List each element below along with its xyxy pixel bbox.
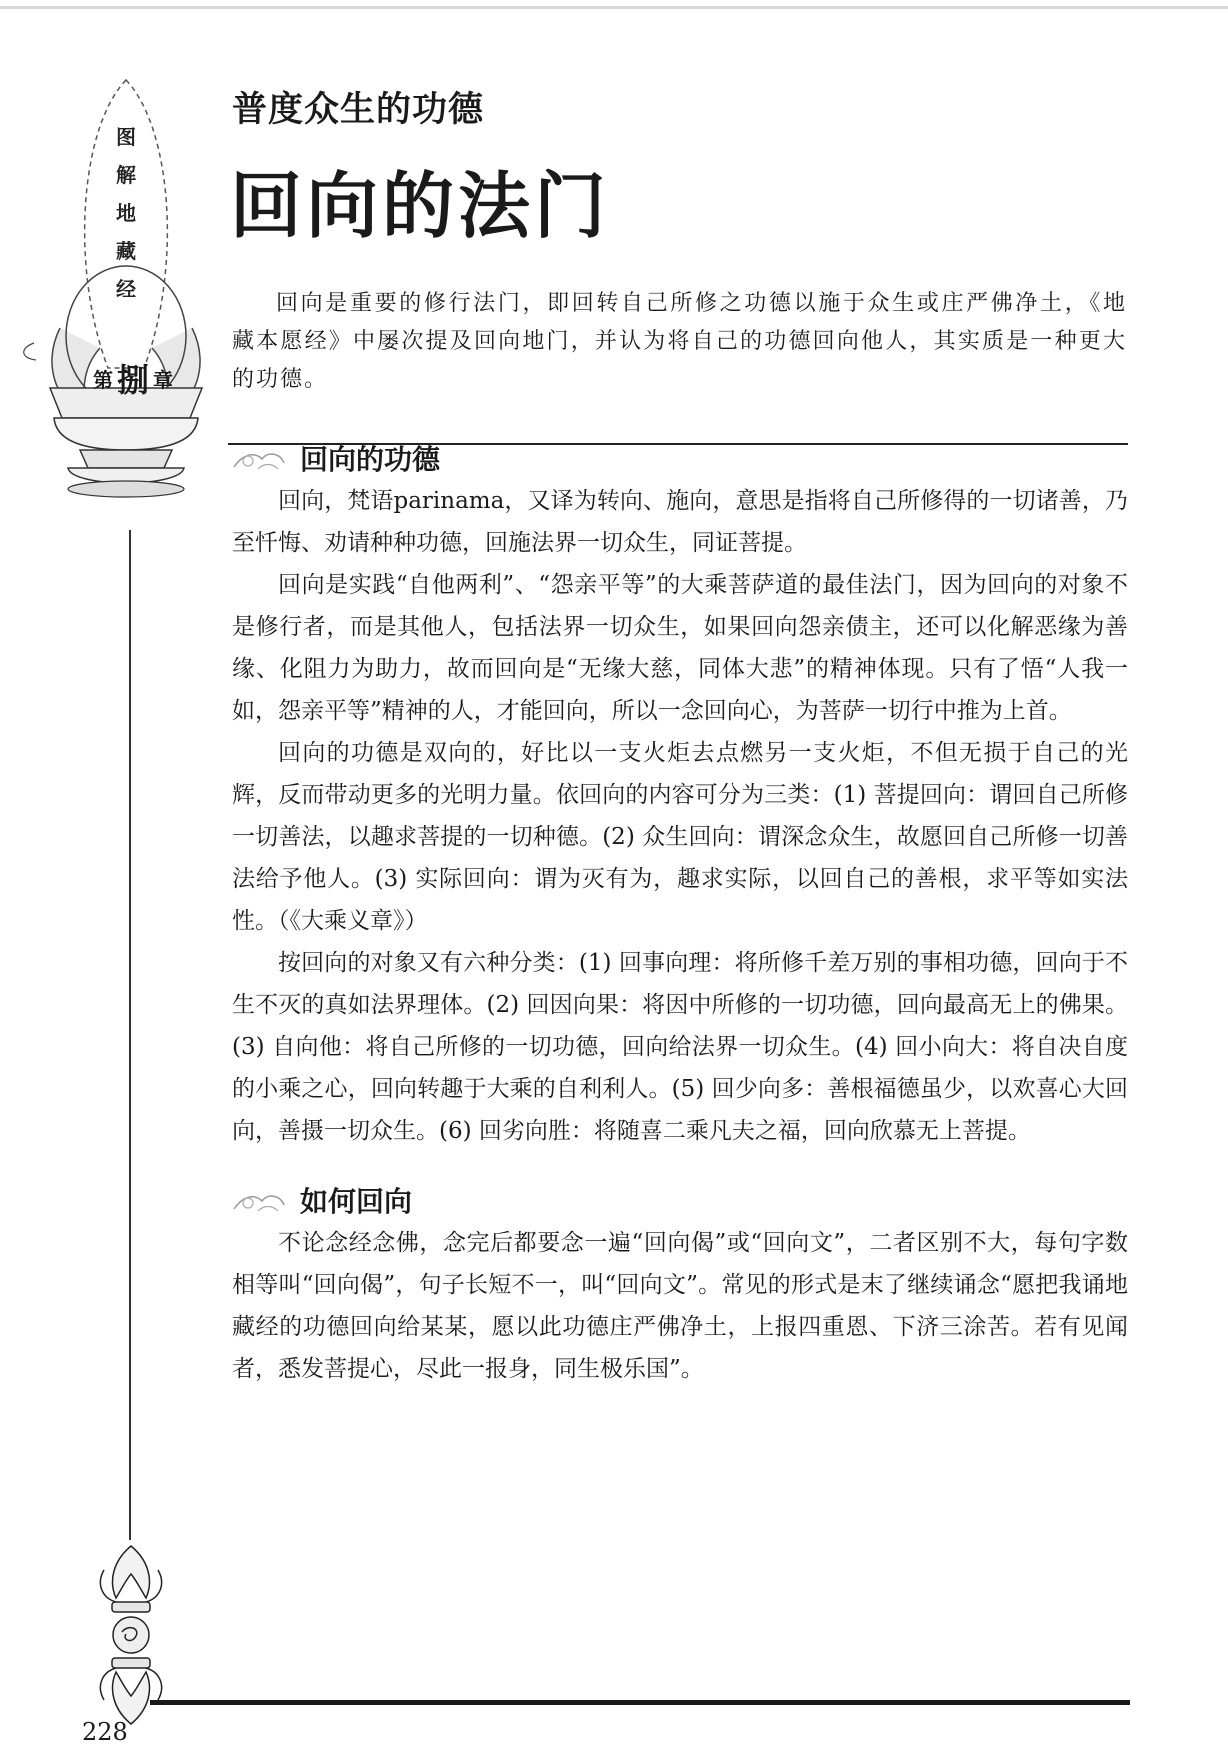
page-title: 回向的法门: [230, 163, 611, 248]
intro-paragraph: 回向是重要的修行法门，即回转自己所修之功德以施于众生或庄严佛净土，《地藏本愿经》中屡次提及回向地门，并认为将自己的功德回向他人，其实质是一种更大的功德。: [232, 291, 1127, 392]
body-paragraph: 按回向的对象又有六种分类：(1) 回事向理：将所修千差万别的事相功德，回向于不生不灭的真如法界理体。(2) 回因向果：将因中所修的一切功德，回向最高无上的佛果。(3) 自向他：将自己所修的一切功德，回向给法界一切众生。(4) 回小向大：将自决自度的小乘之心，回向转趣于大乘的自利利人。(5) 回少向多：善根福德虽少，以欢喜心大回向，善摄一切众生。(6) 回劣向胜：将随喜二乘凡夫之福，回向欣慕无上菩提。: [232, 950, 1129, 1144]
body-paragraph: 回向是实践“自他两利”、“怨亲平等”的大乘菩萨道的最佳法门，因为回向的对象不是修行者，而是其他人，包括法界一切众生，如果回向怨亲债主，还可以化解恶缘为善缘、化阻力为助力，故而回向是“无缘大慈，同体大悲”的精神体现。只有了悟“人我一如，怨亲平等”精神的人，才能回向，所以一念回向心，为菩萨一切行中推为上首。: [232, 572, 1128, 724]
section-heading: [228, 1180, 412, 1220]
section-heading-text: 回向的功德: [300, 443, 441, 476]
section-body: [232, 1222, 1128, 1390]
body-paragraph: 回向，梵语parinama，又译为转向、施向，意思是指将自己所修得的一切诸善，乃至忏悔、劝请种种功德，回施法界一切众生，同证菩提。: [232, 488, 1128, 556]
chapter-suffix: 章: [153, 367, 173, 392]
vertical-title-char: 经: [116, 277, 136, 301]
vertical-book-title: [112, 118, 140, 308]
chapter-badge: [74, 355, 192, 401]
sidebar-vertical-line: [129, 530, 131, 1540]
vertical-title-char: 藏: [116, 239, 136, 263]
flower-icon: [228, 1183, 288, 1217]
section-heading: [228, 438, 440, 478]
vertical-title-char: 地: [116, 201, 136, 225]
flower-icon: [228, 441, 288, 475]
section-heading-text: 如何回向: [300, 1185, 413, 1218]
top-edge-rule: [0, 6, 1228, 9]
chapter-prefix: 第: [92, 367, 113, 392]
section-body: [232, 480, 1128, 1152]
body-paragraph: 不论念经念佛，念完后都要念一遍“回向偈”或“回向文”，二者区别不大，每句字数相等叫“回向偈”，句子长短不一，叫“回向文”。常见的形式是末了继续诵念“愿把我诵地藏经的功德回向给某某，愿以此功德庄严佛净土，上报四重恩、下济三涂苦。若有见闻者，悉发菩提心，尽此一报身，同生极乐国”。: [232, 1230, 1128, 1382]
body-paragraph: 回向的功德是双向的，好比以一支火炬去点燃另一支火炬，不但无损于自己的光辉，反而带动更多的光明力量。依回向的内容可分为三类：(1) 菩提回向：谓回自己所修一切善法，以趣求菩提的一切种德。(2) 众生回向：谓深念众生，故愿回自己所修一切善法给予他人。(3) 实际回向：谓为灭有为，趣求实际，以回自己的善根，求平等如实法性。（《大乘义章》）: [232, 740, 1128, 934]
page-number: 228: [82, 1718, 128, 1746]
vertical-title-char: 解: [116, 163, 136, 187]
chapter-number: 捌: [116, 361, 149, 399]
footer-rule: [150, 1700, 1130, 1705]
page-kicker: 普度众生的功德: [232, 89, 485, 130]
vertical-title-char: 图: [116, 125, 136, 149]
